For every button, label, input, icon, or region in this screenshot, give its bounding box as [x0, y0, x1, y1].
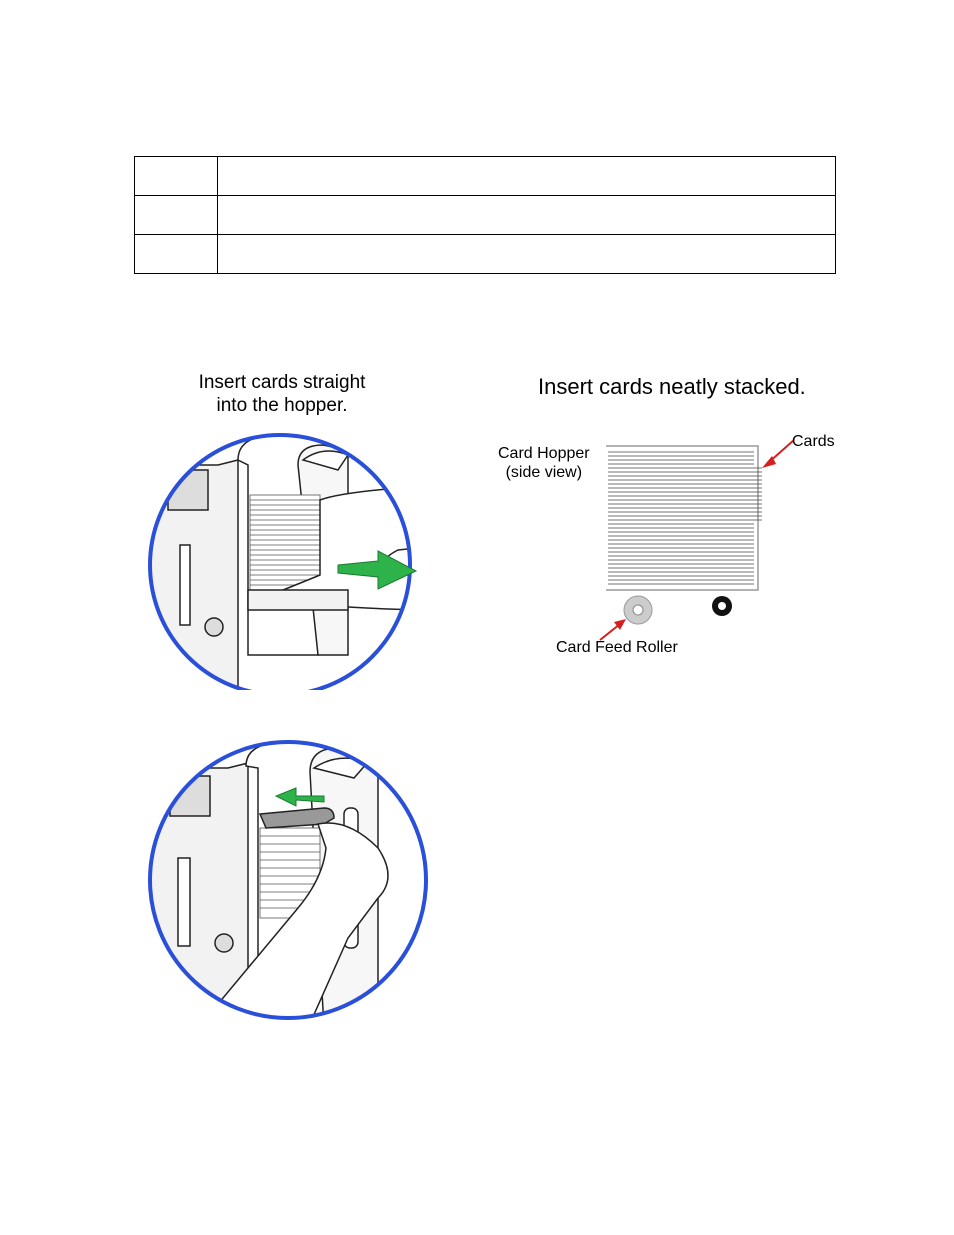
hopper-insert-illustration	[148, 365, 452, 690]
step-table	[134, 156, 836, 274]
step-text-cell	[218, 235, 836, 274]
step-text-cell	[218, 157, 836, 196]
step-number-cell	[135, 157, 218, 196]
hopper-label-line: Card Hopper	[498, 445, 590, 462]
caption-line: into the hopper.	[216, 395, 348, 416]
hopper-label	[498, 444, 590, 482]
hopper-side-view	[496, 368, 846, 668]
table-row	[135, 235, 836, 274]
table-row	[135, 157, 836, 196]
card-weight-illustration	[148, 728, 440, 1028]
card-weight-figure	[148, 728, 440, 1028]
caption-line: Insert cards straight	[198, 372, 366, 393]
step-number-cell	[135, 235, 218, 274]
insert-cards-figure	[148, 365, 452, 690]
step-text-cell	[218, 196, 836, 235]
roller-label: Card Feed Roller	[556, 639, 678, 656]
cards-label: Cards	[792, 433, 835, 450]
figure2-caption: Insert cards neatly stacked.	[538, 374, 806, 399]
hopper-label-line: (side view)	[505, 464, 583, 481]
step-number-cell	[135, 196, 218, 235]
table-row	[135, 196, 836, 235]
card-stack-diagram	[496, 368, 846, 668]
